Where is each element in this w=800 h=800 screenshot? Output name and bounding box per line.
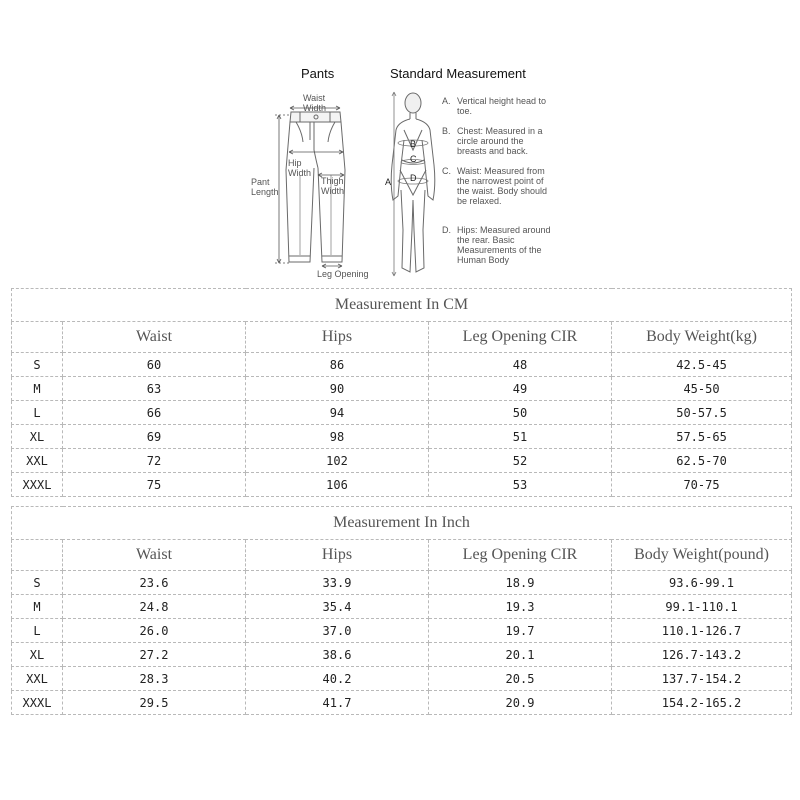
legend-c: C. Waist: Measured from the narrowest point of the waist. Body should be relaxed. [442,166,548,206]
table-cell: 72 [63,449,246,473]
column-header [12,322,63,353]
table-cell: 23.6 [63,571,246,595]
table-cell: 38.6 [246,643,429,667]
hip-width-label: Hip Width [288,158,312,178]
table-cell: 45-50 [612,377,792,401]
table-cell: 19.7 [429,619,612,643]
thigh-width-label: Thigh Width [321,176,345,196]
size-cell: S [12,571,63,595]
table-title: Measurement In CM [12,289,792,322]
table-cell: 42.5-45 [612,353,792,377]
table-cell: 86 [246,353,429,377]
table-cell: 93.6-99.1 [612,571,792,595]
table-cell: 20.9 [429,691,612,715]
table-cell: 48 [429,353,612,377]
table-cell: 37.0 [246,619,429,643]
table-row [12,401,792,425]
table-cell: 66 [63,401,246,425]
size-cell: L [12,619,63,643]
table-cell: 99.1-110.1 [612,595,792,619]
table-cell: 69 [63,425,246,449]
column-header: Leg Opening CIR [429,322,612,353]
size-cell: XL [12,425,63,449]
table-cell: 49 [429,377,612,401]
table-cell: 52 [429,449,612,473]
table-cell: 18.9 [429,571,612,595]
table-cell: 90 [246,377,429,401]
table-cell: 35.4 [246,595,429,619]
table-cell: 24.8 [63,595,246,619]
legend-a: A. Vertical height head to toe. [442,96,547,116]
table-cell: 40.2 [246,667,429,691]
table-cell: 102 [246,449,429,473]
table-cell: 41.7 [246,691,429,715]
table-cell: 28.3 [63,667,246,691]
waist-width-label: Waist Width [303,93,327,113]
table-cell: 20.5 [429,667,612,691]
pants-title: Pants [301,66,335,81]
table-cell: 154.2-165.2 [612,691,792,715]
pant-length-label: Pant Length [251,177,279,197]
table-cell: 110.1-126.7 [612,619,792,643]
table-cell: 63 [63,377,246,401]
table-row [12,571,792,595]
column-header: Body Weight(kg) [612,322,792,353]
table-row [12,643,792,667]
standard-measurement-title: Standard Measurement [390,66,526,81]
column-header: Hips [246,322,429,353]
table-row [12,425,792,449]
table-cell: 94 [246,401,429,425]
size-table-inch [11,506,792,715]
table-row [12,473,792,497]
table-cell: 19.3 [429,595,612,619]
table-cell: 98 [246,425,429,449]
column-header: Leg Opening CIR [429,540,612,571]
table-cell: 20.1 [429,643,612,667]
table-cell: 29.5 [63,691,246,715]
size-cell: XL [12,643,63,667]
column-header [12,540,63,571]
figure-letter-c: C [410,154,417,164]
table-cell: 33.9 [246,571,429,595]
size-cell: L [12,401,63,425]
table-cell: 26.0 [63,619,246,643]
measurement-diagrams [0,0,800,285]
table-cell: 50 [429,401,612,425]
table-header-row [12,322,792,353]
size-cell: M [12,377,63,401]
size-cell: XXXL [12,691,63,715]
legend-b: B. Chest: Measured in a circle around the breasts and back. [442,126,543,156]
table-row [12,619,792,643]
table-cell: 50-57.5 [612,401,792,425]
column-header: Body Weight(pound) [612,540,792,571]
table-cell: 60 [63,353,246,377]
table-cell: 126.7-143.2 [612,643,792,667]
legend-d: D. Hips: Measured around the rear. Basic Measurements of the Human Body [442,225,551,265]
size-cell: XXL [12,449,63,473]
figure-letter-d: D [410,173,417,183]
table-cell: 27.2 [63,643,246,667]
table-cell: 137.7-154.2 [612,667,792,691]
table-cell: 70-75 [612,473,792,497]
table-cell: 57.5-65 [612,425,792,449]
table-cell: 53 [429,473,612,497]
figure-letter-b: B [410,139,417,149]
table-title: Measurement In Inch [12,507,792,540]
table-cell: 106 [246,473,429,497]
table-cell: 75 [63,473,246,497]
table-row [12,667,792,691]
size-cell: XXL [12,667,63,691]
figure-letter-a: A [385,177,392,187]
pants-illustration [0,0,800,285]
table-row [12,691,792,715]
size-table-cm [11,288,792,497]
table-row [12,353,792,377]
table-cell: 62.5-70 [612,449,792,473]
size-cell: XXXL [12,473,63,497]
column-header: Hips [246,540,429,571]
table-row [12,377,792,401]
column-header: Waist [63,540,246,571]
table-row [12,449,792,473]
size-cell: S [12,353,63,377]
size-cell: M [12,595,63,619]
column-header: Waist [63,322,246,353]
table-header-row [12,540,792,571]
table-row [12,595,792,619]
table-cell: 51 [429,425,612,449]
leg-opening-label: Leg Opening [317,269,369,279]
